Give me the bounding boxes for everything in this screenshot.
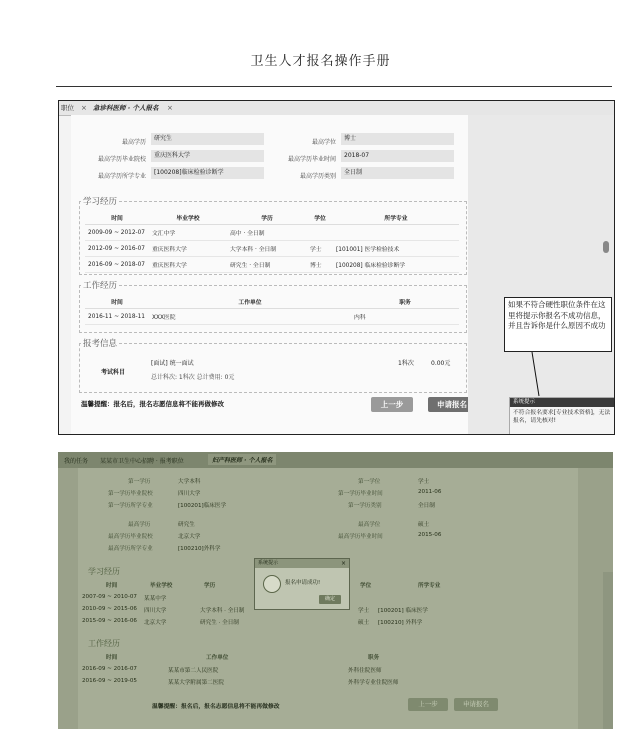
table-cell: 2009-09 ~ 2012-07 [85, 225, 149, 241]
column-header: 时间 [106, 583, 118, 589]
column-header: 职务 [351, 295, 459, 309]
highest-degree-label: 最高学位 [358, 522, 381, 528]
graduate-school-label: 最高学历毕业院校 [97, 156, 146, 163]
close-icon[interactable]: × [167, 104, 173, 112]
education-table [85, 211, 459, 273]
work-section-title: 工作经历 [88, 639, 120, 648]
graduation-date-value: 2018-07 [341, 150, 454, 162]
tab-bar [59, 101, 614, 116]
highest-graduation-value: 2015-06 [418, 532, 442, 538]
scrollbar[interactable] [603, 572, 613, 729]
tab-personal-registration[interactable]: 妇产科医师 · 个人报名 [208, 454, 276, 465]
exam-section-title: 报考信息 [83, 339, 118, 349]
first-graduation-value: 2011-06 [418, 489, 442, 495]
scrollbar[interactable] [603, 241, 609, 253]
exam-summary: 总计科次: 1科次 总计费用: 0元 [151, 374, 235, 381]
first-major-label: 第一学历所学专业 [108, 503, 153, 509]
highest-education-value: 研究生 [151, 133, 264, 145]
first-type-label: 第一学历类别 [348, 503, 382, 509]
close-icon[interactable]: × [81, 104, 87, 112]
title-rule [56, 86, 612, 87]
table-cell: 博士 [307, 257, 333, 273]
first-school-label: 第一学历毕业院校 [108, 491, 153, 497]
table-cell: 2016-09 ~ 2019-05 [82, 678, 137, 684]
dialog-message: 报名申请成功! [285, 580, 321, 586]
column-header: 学位 [360, 583, 372, 589]
column-header: 时间 [85, 295, 149, 309]
highest-major-value: [100210]外科学 [178, 546, 221, 552]
dialog-title: 系统提示 [255, 559, 349, 568]
annotation-callout: 如果不符合硬性职位条件在这里将提示你报名不成功信息，并且告诉你是什么原因不成功 [504, 297, 612, 352]
table-cell: 2010-09 ~ 2015-06 [82, 606, 137, 612]
table-cell: 某某大学附属第二医院 [168, 680, 224, 686]
toast-message: 不符合报名要求[专业技术资格]，无法报名，请先核对! [513, 410, 611, 424]
table-cell: [100208] 临床检验诊断学 [333, 257, 459, 273]
exam-section [79, 343, 467, 393]
table-cell [307, 225, 333, 241]
first-graduation-label: 第一学历毕业时间 [338, 491, 383, 497]
column-header: 工作单位 [149, 295, 351, 309]
first-education-value: 大学本科 [178, 479, 201, 485]
table-header-row [85, 295, 459, 309]
previous-step-button[interactable]: 上一步 [371, 397, 413, 412]
ok-button[interactable]: 确定 [319, 595, 341, 604]
reminder-notice: 温馨提醒：报名后，报名志愿信息将不能再做修改 [152, 704, 280, 710]
column-header: 学位 [307, 211, 333, 225]
document-title: 卫生人才报名操作手册 [250, 54, 391, 69]
tab-personal-registration[interactable]: 急诊科医师 · 个人报名 [93, 104, 159, 112]
column-header: 毕业学校 [150, 583, 173, 589]
tab-bar [58, 452, 613, 468]
table-row [85, 309, 459, 325]
column-header: 工作单位 [206, 655, 229, 661]
apply-registration-button[interactable]: 申请报名 [454, 698, 498, 711]
table-cell: [100201] 临床医学 [378, 608, 428, 614]
exam-fee: 0.00元 [431, 360, 451, 367]
tab-position[interactable]: 职位 [61, 104, 74, 112]
table-cell: XXX医院 [149, 309, 351, 325]
table-cell: [100210] 外科学 [378, 620, 423, 626]
column-header: 职务 [368, 655, 380, 661]
toast-title: 系统提示 [510, 398, 614, 407]
major-label: 最高学历所学专业 [97, 173, 146, 180]
table-cell: 硕士 [358, 620, 370, 626]
table-cell: 2015-09 ~ 2016-06 [82, 618, 137, 624]
tab-my-tasks[interactable]: 我的任务 [64, 458, 89, 465]
table-cell [333, 225, 459, 241]
column-header: 学历 [227, 211, 307, 225]
reminder-notice: 温馨提醒：报名后，报名志愿信息将不能再做修改 [81, 400, 224, 408]
table-cell: 大学本科 · 全日制 [200, 608, 245, 614]
screenshot-registration-failure [58, 100, 615, 435]
highest-degree-value: 博士 [341, 133, 454, 145]
column-header: 所学专业 [333, 211, 459, 225]
table-cell: 2007-09 ~ 2010-07 [82, 594, 137, 600]
table-header-row [85, 211, 459, 225]
column-header: 毕业学校 [149, 211, 227, 225]
table-cell: 2016-09 ~ 2016-07 [82, 666, 137, 672]
education-section-title: 学习经历 [83, 197, 118, 207]
screenshot-registration-success [58, 452, 613, 729]
table-cell: 外科学专业住院医师 [348, 680, 399, 686]
table-cell: [101001] 医学检验技术 [333, 241, 459, 257]
table-cell: 重庆医科大学 [149, 257, 227, 273]
table-cell: 2016-09 ~ 2018-07 [85, 257, 149, 273]
first-major-value: [100201]临床医学 [178, 503, 227, 509]
close-icon[interactable]: × [340, 560, 346, 567]
highest-education-value: 研究生 [178, 522, 195, 528]
table-cell: 学士 [358, 608, 370, 614]
table-cell: 北京大学 [144, 620, 167, 626]
highest-education-label: 最高学历 [128, 522, 151, 528]
table-cell: 学士 [307, 241, 333, 257]
highest-school-label: 最高学历毕业院校 [108, 534, 153, 540]
table-cell: 文汇中学 [149, 225, 227, 241]
table-cell: 某某中学 [144, 596, 167, 602]
table-cell: 研究生 · 全日制 [227, 257, 307, 273]
table-row [85, 257, 459, 273]
work-table [85, 295, 459, 325]
error-toast [509, 397, 615, 435]
table-cell: 高中 · 全日制 [227, 225, 307, 241]
first-degree-value: 学士 [418, 479, 430, 485]
work-section-title: 工作经历 [83, 281, 118, 291]
education-type-label: 最高学历类别 [299, 173, 336, 180]
table-row [85, 225, 459, 241]
table-cell: 四川大学 [144, 608, 167, 614]
exam-subject-label: 考试科目 [101, 369, 126, 376]
exam-item: [面试] 统一面试 [151, 360, 194, 367]
apply-registration-button[interactable]: 申请报名 [428, 397, 476, 412]
success-dialog [254, 558, 350, 610]
registration-form [71, 115, 468, 434]
education-type-value: 全日制 [341, 167, 454, 179]
major-value: [100208]临床检验诊断学 [151, 167, 264, 179]
table-cell: 某某市第二人民医院 [168, 668, 219, 674]
highest-graduation-label: 最高学历毕业时间 [338, 534, 383, 540]
table-cell: 重庆医科大学 [149, 241, 227, 257]
table-cell: 外科住院医师 [348, 668, 382, 674]
column-header: 学历 [204, 583, 216, 589]
table-cell: 内科 [351, 309, 459, 325]
column-header: 所学专业 [418, 583, 441, 589]
highest-major-label: 最高学历所学专业 [108, 546, 153, 552]
tab-recruitment-position[interactable]: 某某市卫生中心招聘 · 报考职位 [100, 458, 184, 465]
table-cell: 2012-09 ~ 2016-07 [85, 241, 149, 257]
graduation-date-label: 最高学历毕业时间 [287, 156, 336, 163]
graduate-school-value: 重庆医科大学 [151, 150, 264, 162]
first-degree-label: 第一学位 [358, 479, 381, 485]
highest-education-label: 最高学历 [121, 139, 146, 146]
first-education-label: 第一学历 [128, 479, 151, 485]
table-cell: 研究生 · 全日制 [200, 620, 239, 626]
table-cell: 2016-11 ~ 2018-11 [85, 309, 149, 325]
table-cell: 大学本科 · 全日制 [227, 241, 307, 257]
exam-count: 1科次 [398, 360, 414, 367]
first-school-value: 四川大学 [178, 491, 201, 497]
education-section-title: 学习经历 [88, 567, 120, 576]
column-header: 时间 [85, 211, 149, 225]
highest-degree-value: 硕士 [418, 522, 430, 528]
previous-step-button[interactable]: 上一步 [408, 698, 448, 711]
column-header: 时间 [106, 655, 118, 661]
highest-degree-label: 最高学位 [311, 139, 336, 146]
table-row [85, 241, 459, 257]
first-type-value: 全日制 [418, 503, 435, 509]
callout-arrow [529, 352, 543, 398]
info-icon [263, 575, 281, 593]
highest-school-value: 北京大学 [178, 534, 201, 540]
